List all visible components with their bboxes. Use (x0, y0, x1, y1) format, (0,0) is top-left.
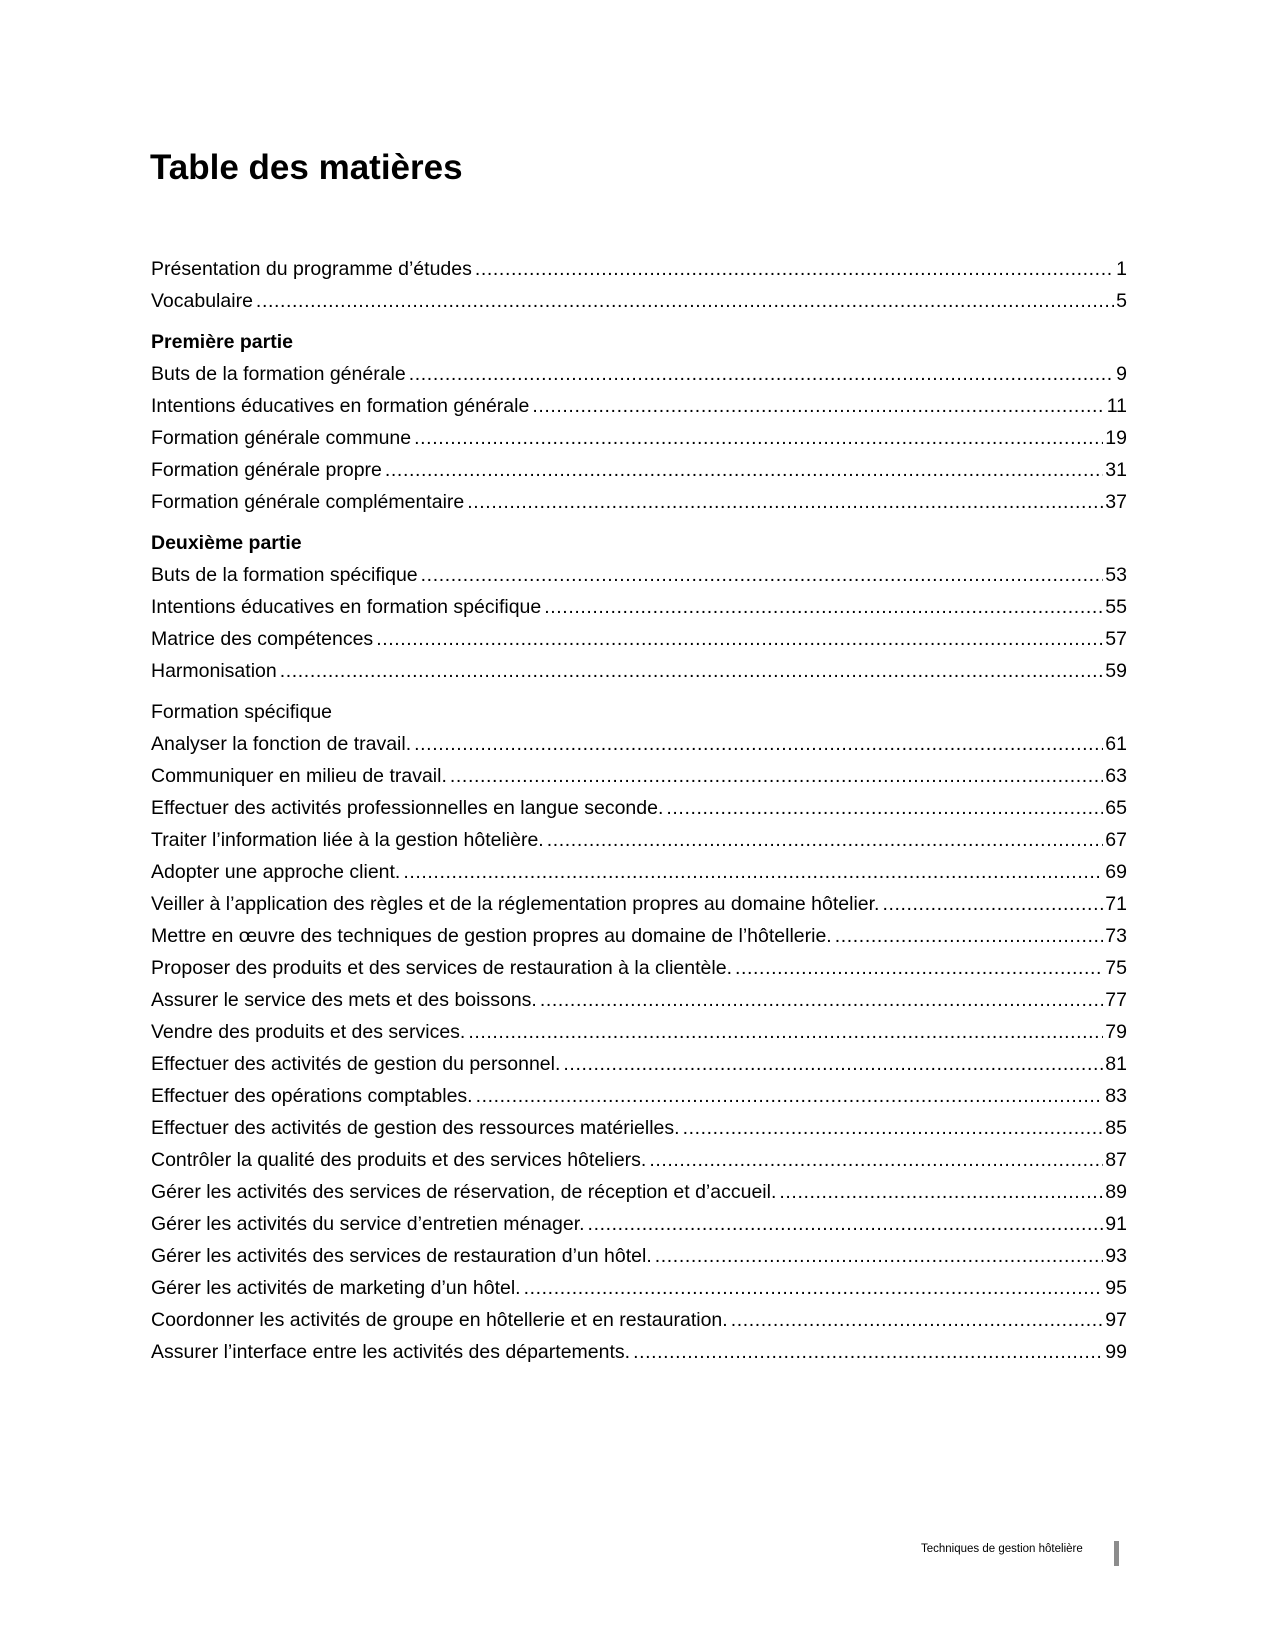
toc-entry-label: Formation générale complémentaire (151, 491, 465, 513)
toc-entry-label: Présentation du programme d’études (151, 258, 472, 280)
toc-entry-page: 99 (1105, 1341, 1127, 1363)
dot-leader (563, 1048, 1103, 1080)
toc-entry-page: 83 (1105, 1085, 1127, 1107)
toc-entry-label: Proposer des produits et des services de restauration à la clientèle. (151, 957, 732, 979)
toc-entry-page: 11 (1106, 395, 1127, 417)
toc-entry-label: Buts de la formation générale (151, 363, 406, 385)
dot-leader (467, 486, 1103, 518)
dot-leader (666, 792, 1103, 824)
toc-entry[interactable] (151, 655, 1127, 687)
toc-entry[interactable] (151, 285, 1127, 317)
toc-entry-page: 9 (1116, 363, 1127, 385)
toc-entry[interactable] (151, 1048, 1127, 1080)
toc-entry-page: 79 (1105, 1021, 1127, 1043)
toc-entry-page: 87 (1105, 1149, 1127, 1171)
toc-entry-label: Vendre des produits et des services. (151, 1021, 466, 1043)
dot-leader (450, 760, 1103, 792)
toc-entry[interactable] (151, 591, 1127, 623)
toc-entry-page: 71 (1105, 893, 1127, 915)
toc-entry[interactable] (151, 1144, 1127, 1176)
footer-title: Techniques de gestion hôtelière (921, 1543, 1083, 1555)
toc-entry-page: 31 (1105, 459, 1127, 481)
dot-leader (421, 559, 1104, 591)
table-of-contents (151, 253, 1127, 1368)
toc-entry[interactable] (151, 920, 1127, 952)
section-heading-specific: Formation spécifique (151, 701, 333, 723)
dot-leader (683, 1112, 1104, 1144)
toc-entry-label: Matrice des compétences (151, 628, 374, 650)
dot-leader (731, 1304, 1104, 1336)
toc-entry[interactable] (151, 454, 1127, 486)
dot-leader (524, 1272, 1104, 1304)
toc-entry[interactable] (151, 1176, 1127, 1208)
toc-entry-page: 73 (1105, 925, 1127, 947)
toc-entry-page: 89 (1105, 1181, 1127, 1203)
dot-leader (532, 390, 1104, 422)
toc-entry[interactable] (151, 984, 1127, 1016)
toc-entry-label: Mettre en œuvre des techniques de gestion propres au domaine de l’hôtellerie. (151, 925, 832, 947)
toc-entry[interactable] (151, 1016, 1127, 1048)
toc-entry-label: Coordonner les activités de groupe en hôtellerie et en restauration. (151, 1309, 728, 1331)
toc-entry-page: 37 (1105, 491, 1127, 513)
toc-entry-page: 57 (1105, 628, 1127, 650)
toc-entry-page: 95 (1105, 1277, 1127, 1299)
toc-entry[interactable] (151, 253, 1127, 285)
toc-entry-label: Gérer les activités du service d’entretien ménager. (151, 1213, 585, 1235)
toc-entry[interactable] (151, 792, 1127, 824)
dot-leader (649, 1144, 1103, 1176)
page-title: Table des matières (150, 148, 463, 187)
toc-entry-page: 75 (1105, 957, 1127, 979)
toc-entry-label: Veiller à l’application des règles et de la réglementation propres au domaine hôtelier. (151, 893, 880, 915)
toc-entry-page: 91 (1105, 1213, 1127, 1235)
dot-leader (256, 285, 1114, 317)
toc-entry-label: Buts de la formation spécifique (151, 564, 418, 586)
toc-entry[interactable] (151, 486, 1127, 518)
toc-entry-page: 19 (1105, 427, 1127, 449)
footer-bar (1114, 1541, 1119, 1566)
toc-entry[interactable] (151, 1304, 1127, 1336)
dot-leader (655, 1240, 1104, 1272)
toc-entry-label: Contrôler la qualité des produits et des services hôteliers. (151, 1149, 647, 1171)
dot-leader (468, 1016, 1103, 1048)
toc-entry[interactable] (151, 1240, 1127, 1272)
dot-leader (476, 1080, 1104, 1112)
toc-entry[interactable] (151, 952, 1127, 984)
dot-leader (280, 655, 1104, 687)
toc-entry-label: Assurer l’interface entre les activités des départements. (151, 1341, 631, 1363)
toc-entry[interactable] (151, 888, 1127, 920)
toc-entry-page: 53 (1105, 564, 1127, 586)
dot-leader (735, 952, 1103, 984)
dot-leader (414, 422, 1103, 454)
dot-leader (540, 984, 1103, 1016)
toc-entry-label: Traiter l’information liée à la gestion hôtelière. (151, 829, 544, 851)
toc-entry-page: 85 (1105, 1117, 1127, 1139)
toc-entry[interactable] (151, 728, 1127, 760)
toc-entry-page: 55 (1105, 596, 1127, 618)
dot-leader (547, 824, 1104, 856)
section-heading-part1: Première partie (151, 331, 293, 353)
toc-entry-label: Formation générale propre (151, 459, 382, 481)
toc-entry-page: 81 (1105, 1053, 1127, 1075)
toc-entry-label: Effectuer des activités de gestion des ressources matérielles. (151, 1117, 680, 1139)
dot-leader (475, 253, 1114, 285)
toc-entry[interactable] (151, 760, 1127, 792)
toc-entry[interactable] (151, 1208, 1127, 1240)
toc-entry-label: Intentions éducatives en formation générale (151, 395, 530, 417)
toc-entry-label: Formation générale commune (151, 427, 412, 449)
dot-leader (882, 888, 1103, 920)
toc-entry[interactable] (151, 559, 1127, 591)
toc-entry[interactable] (151, 390, 1127, 422)
toc-entry-page: 97 (1105, 1309, 1127, 1331)
dot-leader (544, 591, 1103, 623)
toc-entry-label: Effectuer des opérations comptables. (151, 1085, 473, 1107)
toc-entry[interactable] (151, 1336, 1127, 1368)
dot-leader (835, 920, 1104, 952)
toc-entry-page: 63 (1105, 765, 1127, 787)
dot-leader (414, 728, 1103, 760)
section-heading-part2: Deuxième partie (151, 532, 302, 554)
toc-entry-page: 59 (1105, 660, 1127, 682)
toc-entry[interactable] (151, 824, 1127, 856)
toc-entry-label: Harmonisation (151, 660, 277, 682)
toc-entry[interactable] (151, 1112, 1127, 1144)
toc-entry-page: 69 (1105, 861, 1127, 883)
toc-entry[interactable] (151, 1080, 1127, 1112)
toc-entry[interactable] (151, 1272, 1127, 1304)
toc-entry[interactable] (151, 856, 1127, 888)
toc-entry[interactable] (151, 623, 1127, 655)
toc-entry-label: Analyser la fonction de travail. (151, 733, 412, 755)
dot-leader (403, 856, 1103, 888)
dot-leader (409, 358, 1114, 390)
toc-entry-label: Gérer les activités de marketing d’un hôtel. (151, 1277, 521, 1299)
toc-entry-label: Communiquer en milieu de travail. (151, 765, 447, 787)
toc-entry-label: Assurer le service des mets et des boissons. (151, 989, 537, 1011)
toc-entry-page: 61 (1105, 733, 1127, 755)
toc-entry[interactable] (151, 422, 1127, 454)
toc-entry-label: Gérer les activités des services de restauration d’un hôtel. (151, 1245, 652, 1267)
toc-entry-label: Effectuer des activités de gestion du personnel. (151, 1053, 561, 1075)
toc-entry-label: Intentions éducatives en formation spécifique (151, 596, 542, 618)
toc-entry-page: 65 (1105, 797, 1127, 819)
toc-entry-page: 93 (1105, 1245, 1127, 1267)
toc-entry[interactable] (151, 358, 1127, 390)
dot-leader (385, 454, 1103, 486)
dot-leader (633, 1336, 1103, 1368)
dot-leader (779, 1176, 1103, 1208)
toc-entry-page: 1 (1116, 258, 1127, 280)
toc-entry-page: 5 (1116, 290, 1127, 312)
toc-entry-label: Vocabulaire (151, 290, 253, 312)
dot-leader (588, 1208, 1104, 1240)
toc-entry-label: Gérer les activités des services de réservation, de réception et d’accueil. (151, 1181, 777, 1203)
dot-leader (376, 623, 1103, 655)
toc-entry-page: 77 (1105, 989, 1127, 1011)
toc-entry-page: 67 (1105, 829, 1127, 851)
toc-entry-label: Effectuer des activités professionnelles en langue seconde. (151, 797, 664, 819)
toc-entry-label: Adopter une approche client. (151, 861, 401, 883)
